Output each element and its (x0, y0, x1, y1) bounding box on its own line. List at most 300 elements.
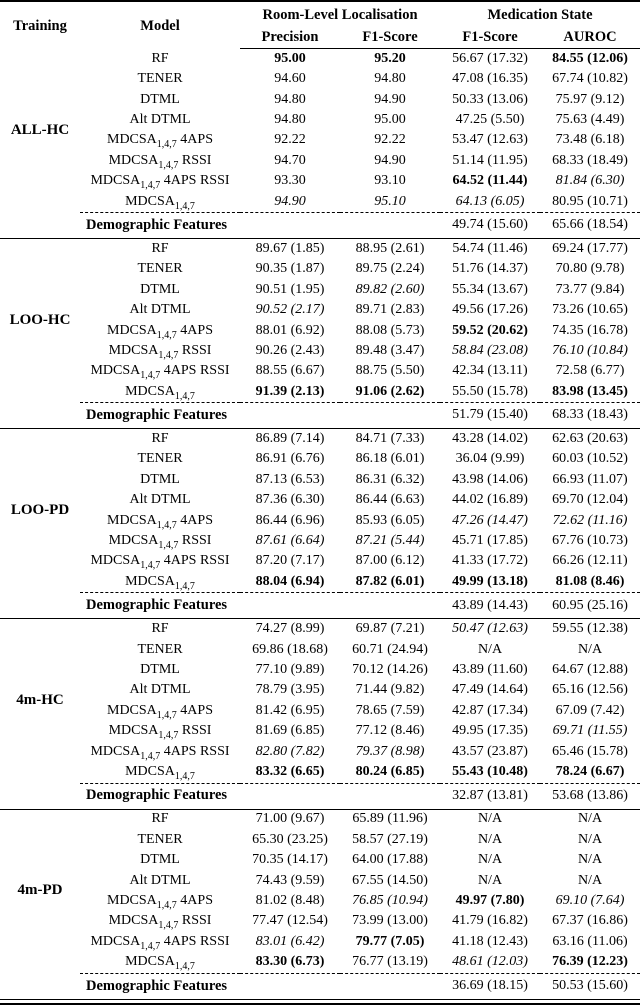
demographic-features-label: Demographic Features (80, 973, 440, 999)
auroc-value: 81.84 (6.30) (555, 173, 625, 189)
f1-room-value: 87.00 (6.12) (355, 553, 425, 569)
model-subscript: 1,4,7 (174, 390, 195, 402)
precision-value: 71.00 (9.67) (255, 811, 325, 827)
col-header-model: Model (140, 17, 180, 34)
demographic-row (0, 973, 640, 999)
precision-value: 74.27 (8.99) (255, 621, 325, 637)
auroc-value: 72.62 (11.16) (552, 512, 628, 528)
f1-med-value: 48.61 (12.03) (452, 954, 528, 970)
f1-med-value: 51.14 (11.95) (452, 152, 528, 168)
auroc-value: 69.24 (17.77) (552, 240, 628, 256)
model-name: $MDCSA_{1,4,7}$ 4APS RSSI (90, 743, 230, 762)
f1-med-value: 44.02 (16.89) (452, 492, 528, 508)
model-subscript: 1,4,7 (156, 139, 177, 151)
precision-value: 65.30 (23.25) (252, 831, 328, 847)
precision-value: 86.44 (6.96) (255, 512, 325, 528)
model-name: DTML (140, 662, 180, 677)
model-name: $MDCSA_{1,4,7}$ 4APS (107, 702, 213, 721)
auroc-value: 63.16 (11.06) (552, 933, 628, 949)
model-row (0, 531, 640, 551)
f1-med-value: 58.84 (23.08) (452, 342, 528, 358)
training-group-label: LOO-HC (9, 312, 71, 329)
model-name: $MDCSA_{1,4,7}$ (125, 383, 195, 402)
f1-med-value: 53.47 (12.63) (452, 132, 528, 148)
model-name: $MDCSA_{1,4,7}$ 4APS RSSI (90, 363, 230, 382)
auroc-value: 74.35 (16.78) (552, 322, 628, 338)
f1-room-value: 88.95 (2.61) (355, 240, 425, 256)
f1-room-value: 87.21 (5.44) (355, 533, 425, 549)
model-name: $MDCSA_{1,4,7}$ RSSI (108, 342, 212, 361)
model-row (0, 470, 640, 490)
model-name: DTML (140, 471, 180, 487)
f1-room-value: 89.82 (2.60) (355, 281, 425, 297)
f1-med-value: 64.52 (11.44) (452, 173, 528, 189)
auroc-value: 67.37 (16.86) (552, 913, 628, 929)
auroc-value: N/A (577, 811, 603, 827)
auroc-value: N/A (577, 641, 603, 657)
f1-med-value: 55.43 (10.48) (452, 763, 528, 779)
model-subscript: 1,4,7 (140, 370, 161, 382)
model-subscript: 1,4,7 (140, 750, 161, 762)
f1-med-value: 49.97 (7.80) (455, 892, 525, 908)
empty-cell (0, 403, 80, 429)
f1-med-value: 55.34 (13.67) (452, 281, 528, 297)
precision-value: 94.60 (274, 71, 306, 87)
f1-room-value: 70.12 (14.26) (352, 662, 428, 677)
empty-cell (0, 213, 80, 239)
f1-med-value: 43.28 (14.02) (452, 431, 528, 447)
model-name: DTML (140, 281, 180, 297)
model-subscript: 1,4,7 (158, 159, 179, 171)
f1-med-value: 43.57 (23.87) (452, 743, 528, 759)
auroc-value: 65.16 (12.56) (552, 682, 628, 698)
model-row (0, 911, 640, 931)
col-group-room-level-localisation: Room-Level Localisation (262, 6, 418, 23)
model-name: TENER (137, 71, 183, 87)
table-header (0, 4, 640, 49)
model-row (0, 450, 640, 470)
empty-cell (0, 783, 80, 809)
f1-med-value: N/A (477, 872, 503, 888)
precision-value: 81.02 (8.48) (255, 892, 325, 908)
model-name: $MDCSA_{1,4,7}$ (125, 954, 195, 972)
model-name: TENER (137, 451, 183, 467)
f1-room-value: 80.24 (6.85) (355, 763, 425, 779)
f1-med-value: 50.33 (13.06) (452, 91, 528, 107)
f1-room-value: 95.00 (374, 112, 406, 128)
f1-med-value: 49.99 (13.18) (452, 573, 528, 589)
auroc-value: 70.80 (9.78) (555, 261, 625, 277)
f1-room-value: 92.22 (374, 132, 406, 148)
precision-value: 82.80 (7.82) (255, 743, 325, 759)
f1-room-value: 78.65 (7.59) (355, 702, 425, 718)
model-name: $MDCSA_{1,4,7}$ 4APS RSSI (90, 553, 230, 572)
model-row (0, 171, 640, 191)
model-row (0, 640, 640, 660)
auroc-value: 69.70 (12.04) (552, 492, 628, 508)
training-group-label: 4m-PD (17, 882, 63, 899)
precision-value: 88.01 (6.92) (255, 322, 325, 338)
model-row (0, 809, 640, 830)
f1-med-value: 56.67 (17.32) (452, 50, 528, 66)
demographic-row (0, 403, 640, 429)
model-row (0, 572, 640, 593)
model-name: DTML (140, 852, 180, 868)
auroc-value: N/A (577, 872, 603, 888)
model-name: $MDCSA_{1,4,7}$ RSSI (108, 913, 212, 932)
auroc-value: 76.39 (12.23) (552, 954, 628, 970)
table-body (0, 49, 640, 1000)
training-group-label: LOO-PD (10, 502, 70, 519)
model-subscript: 1,4,7 (156, 329, 177, 341)
f1-med-value: 41.79 (16.82) (452, 913, 528, 929)
model-name: $MDCSA_{1,4,7}$ 4APS RSSI (90, 933, 230, 952)
auroc-value: N/A (577, 831, 603, 847)
empty-cell (0, 593, 80, 619)
f1-med-value: 55.50 (15.78) (452, 383, 528, 399)
f1-room-value: 69.87 (7.21) (355, 621, 425, 637)
precision-value: 86.89 (7.14) (255, 431, 325, 447)
demographic-row (0, 213, 640, 239)
model-row (0, 110, 640, 130)
model-row (0, 151, 640, 171)
model-row (0, 280, 640, 300)
auroc-value: 64.67 (12.88) (552, 662, 628, 677)
f1-med-value: N/A (477, 831, 503, 847)
f1-med-value: 41.33 (17.72) (452, 553, 528, 569)
f1-med-value: 47.25 (5.50) (455, 112, 525, 128)
model-row (0, 871, 640, 891)
col-header-f1-med: F1-Score (440, 26, 540, 49)
f1-room-value: 79.77 (7.05) (355, 933, 425, 949)
precision-value: 81.42 (6.95) (255, 702, 325, 718)
model-subscript: 1,4,7 (140, 179, 161, 191)
model-row (0, 429, 640, 450)
precision-value: 94.80 (274, 91, 306, 107)
f1-med-value: 43.89 (11.60) (452, 662, 528, 677)
model-name: RF (151, 240, 169, 256)
model-subscript: 1,4,7 (140, 940, 161, 952)
auroc-value: 53.68 (13.86) (540, 783, 640, 809)
precision-value: 77.10 (9.89) (255, 662, 325, 677)
model-name: Alt DTML (129, 112, 191, 128)
auroc-value: 67.09 (7.42) (555, 702, 625, 718)
auroc-value: 66.26 (12.11) (552, 553, 628, 569)
precision-value: 74.43 (9.59) (255, 872, 325, 888)
precision-value: 94.90 (274, 193, 306, 209)
model-row (0, 619, 640, 640)
model-subscript: 1,4,7 (174, 770, 195, 782)
precision-value: 88.55 (6.67) (255, 363, 325, 379)
auroc-value: 80.95 (10.71) (552, 193, 628, 209)
f1-med-value: 50.47 (12.63) (452, 621, 528, 637)
model-row (0, 321, 640, 341)
auroc-value: 60.03 (10.52) (552, 451, 628, 467)
model-subscript: 1,4,7 (140, 560, 161, 572)
model-row (0, 952, 640, 973)
precision-value: 69.86 (18.68) (252, 641, 328, 657)
f1-room-value: 86.44 (6.63) (355, 492, 425, 508)
f1-med-value: 64.13 (6.05) (455, 193, 525, 209)
f1-room-value: 94.90 (374, 152, 406, 168)
model-row (0, 932, 640, 952)
f1-med-value: 49.74 (15.60) (440, 213, 540, 239)
precision-value: 87.61 (6.64) (255, 533, 325, 549)
model-row (0, 681, 640, 701)
f1-med-value: 42.87 (17.34) (452, 702, 528, 718)
precision-value: 83.30 (6.73) (255, 954, 325, 970)
model-name: Alt DTML (129, 492, 191, 508)
model-row (0, 490, 640, 510)
model-subscript: 1,4,7 (156, 519, 177, 531)
precision-value: 90.51 (1.95) (255, 281, 325, 297)
model-subscript: 1,4,7 (158, 349, 179, 361)
model-row (0, 260, 640, 280)
model-name: $MDCSA_{1,4,7}$ 4APS RSSI (90, 173, 230, 191)
precision-value: 93.30 (274, 173, 306, 189)
f1-room-value: 91.06 (2.62) (355, 383, 425, 399)
model-name: $MDCSA_{1,4,7}$ RSSI (108, 723, 212, 741)
model-name: $MDCSA_{1,4,7}$ (125, 573, 195, 592)
auroc-value: 76.10 (10.84) (552, 342, 628, 358)
auroc-value: 59.55 (12.38) (552, 621, 628, 637)
model-name: $MDCSA_{1,4,7}$ 4APS (107, 512, 213, 531)
precision-value: 95.00 (274, 50, 306, 66)
auroc-value: 78.24 (6.67) (555, 763, 625, 779)
f1-room-value: 89.75 (2.24) (355, 261, 425, 277)
model-name: $MDCSA_{1,4,7}$ RSSI (108, 533, 212, 551)
f1-med-value: 47.26 (14.47) (452, 512, 528, 528)
f1-med-value: 47.08 (16.35) (452, 71, 528, 87)
col-header-f1-room: F1-Score (340, 26, 440, 49)
auroc-value: 50.53 (15.60) (540, 973, 640, 999)
f1-room-value: 94.90 (374, 91, 406, 107)
model-row (0, 742, 640, 762)
f1-room-value: 88.75 (5.50) (355, 363, 425, 379)
col-header-precision: Precision (240, 26, 340, 49)
auroc-value: 75.97 (9.12) (555, 91, 625, 107)
model-row (0, 69, 640, 89)
col-group-medication-state: Medication State (487, 6, 593, 23)
auroc-value: 67.76 (10.73) (552, 533, 628, 549)
f1-room-value: 95.20 (374, 50, 406, 66)
precision-value: 77.47 (12.54) (252, 913, 328, 929)
f1-med-value: 59.52 (20.62) (452, 322, 528, 338)
precision-value: 90.26 (2.43) (255, 342, 325, 358)
f1-med-value: 47.49 (14.64) (452, 682, 528, 698)
auroc-value: 66.93 (11.07) (552, 471, 628, 487)
auroc-value: 69.71 (11.55) (552, 723, 628, 739)
model-row (0, 341, 640, 361)
precision-value: 78.79 (3.95) (255, 682, 325, 698)
precision-value: 86.91 (6.76) (255, 451, 325, 467)
auroc-value: 83.98 (13.45) (552, 383, 628, 399)
auroc-value: 62.63 (20.63) (552, 431, 628, 447)
model-row (0, 382, 640, 403)
auroc-value: 73.48 (6.18) (555, 132, 625, 148)
demographic-features-label: Demographic Features (80, 213, 440, 239)
demographic-features-label: Demographic Features (80, 403, 440, 429)
model-subscript: 1,4,7 (174, 200, 195, 212)
f1-room-value: 71.44 (9.82) (355, 682, 425, 698)
auroc-value: 73.77 (9.84) (555, 281, 625, 297)
model-name: RF (151, 50, 169, 66)
empty-cell (0, 973, 80, 999)
col-header-auroc: AUROC (540, 26, 640, 49)
f1-med-value: 49.56 (17.26) (452, 302, 528, 318)
model-row (0, 701, 640, 721)
f1-med-value: N/A (477, 641, 503, 657)
precision-value: 87.20 (7.17) (255, 553, 325, 569)
f1-med-value: 42.34 (13.11) (452, 363, 528, 379)
f1-med-value: 41.18 (12.43) (452, 933, 528, 949)
f1-med-value: N/A (477, 852, 503, 868)
model-name: TENER (137, 641, 183, 657)
results-table (0, 4, 640, 1000)
model-name: $MDCSA_{1,4,7}$ (125, 763, 195, 782)
auroc-value: 84.55 (12.06) (552, 50, 628, 66)
demographic-row (0, 783, 640, 809)
model-subscript: 1,4,7 (158, 539, 179, 551)
auroc-value: 67.74 (10.82) (552, 71, 628, 87)
f1-room-value: 76.85 (10.94) (352, 892, 428, 908)
precision-value: 90.35 (1.87) (255, 261, 325, 277)
model-row (0, 660, 640, 680)
model-name: TENER (137, 261, 183, 277)
precision-value: 90.52 (2.17) (255, 302, 325, 318)
model-row (0, 762, 640, 783)
col-header-training: Training (13, 17, 67, 34)
model-subscript: 1,4,7 (156, 899, 177, 911)
auroc-value: 73.26 (10.65) (552, 302, 628, 318)
f1-med-value: 49.95 (17.35) (452, 723, 528, 739)
demographic-row (0, 593, 640, 619)
auroc-value: 60.95 (25.16) (540, 593, 640, 619)
f1-med-value: 43.89 (14.43) (440, 593, 540, 619)
model-row (0, 90, 640, 110)
f1-room-value: 86.31 (6.32) (355, 471, 425, 487)
f1-room-value: 77.12 (8.46) (355, 723, 425, 739)
f1-room-value: 85.93 (6.05) (355, 512, 425, 528)
auroc-value: 72.58 (6.77) (555, 363, 625, 379)
f1-room-value: 64.00 (17.88) (352, 852, 428, 868)
f1-med-value: 32.87 (13.81) (440, 783, 540, 809)
model-row (0, 511, 640, 531)
model-name: RF (151, 431, 169, 447)
auroc-value: 75.63 (4.49) (555, 112, 625, 128)
precision-value: 92.22 (274, 132, 306, 148)
auroc-value: 65.66 (18.54) (540, 213, 640, 239)
precision-value: 94.80 (274, 112, 306, 128)
f1-room-value: 73.99 (13.00) (352, 913, 428, 929)
f1-room-value: 58.57 (27.19) (352, 831, 428, 847)
model-row (0, 830, 640, 850)
f1-room-value: 94.80 (374, 71, 406, 87)
f1-med-value: N/A (477, 811, 503, 827)
auroc-value: 69.10 (7.64) (555, 892, 625, 908)
f1-room-value: 79.37 (8.98) (355, 743, 425, 759)
model-subscript: 1,4,7 (158, 920, 179, 932)
model-row (0, 361, 640, 381)
precision-value: 89.67 (1.85) (255, 240, 325, 256)
model-name: DTML (140, 91, 180, 107)
f1-room-value: 87.82 (6.01) (355, 573, 425, 589)
model-name: $MDCSA_{1,4,7}$ 4APS (107, 322, 213, 341)
f1-med-value: 54.74 (11.46) (452, 240, 528, 256)
precision-value: 87.36 (6.30) (255, 492, 325, 508)
precision-value: 83.01 (6.42) (255, 933, 325, 949)
demographic-features-label: Demographic Features (80, 783, 440, 809)
precision-value: 83.32 (6.65) (255, 763, 325, 779)
model-row (0, 49, 640, 70)
f1-room-value: 95.10 (374, 193, 406, 209)
model-row (0, 192, 640, 213)
precision-value: 94.70 (274, 152, 306, 168)
model-name: $MDCSA_{1,4,7}$ 4APS (107, 132, 213, 151)
precision-value: 88.04 (6.94) (255, 573, 325, 589)
f1-room-value: 84.71 (7.33) (355, 431, 425, 447)
auroc-value: N/A (577, 852, 603, 868)
model-name: $MDCSA_{1,4,7}$ RSSI (108, 152, 212, 171)
f1-room-value: 89.48 (3.47) (355, 342, 425, 358)
model-subscript: 1,4,7 (174, 580, 195, 592)
demographic-features-label: Demographic Features (80, 593, 440, 619)
model-name: RF (151, 621, 169, 637)
f1-med-value: 51.79 (15.40) (440, 403, 540, 429)
precision-value: 91.39 (2.13) (255, 383, 325, 399)
precision-value: 70.35 (14.17) (252, 852, 328, 868)
f1-med-value: 51.76 (14.37) (452, 261, 528, 277)
model-name: TENER (137, 831, 183, 847)
f1-med-value: 36.69 (18.15) (440, 973, 540, 999)
model-name: $MDCSA_{1,4,7}$ 4APS (107, 892, 213, 911)
model-row (0, 131, 640, 151)
f1-room-value: 67.55 (14.50) (352, 872, 428, 888)
f1-room-value: 93.10 (374, 173, 406, 189)
model-row (0, 300, 640, 320)
model-subscript: 1,4,7 (156, 709, 177, 721)
model-name: Alt DTML (129, 682, 191, 698)
f1-room-value: 76.77 (13.19) (352, 954, 428, 970)
model-row (0, 552, 640, 572)
model-name: $MDCSA_{1,4,7}$ (125, 193, 195, 212)
precision-value: 81.69 (6.85) (255, 723, 325, 739)
model-name: RF (151, 811, 169, 827)
model-row (0, 850, 640, 870)
training-group-label: 4m-HC (16, 692, 64, 709)
model-name: Alt DTML (129, 302, 191, 318)
f1-room-value: 88.08 (5.73) (355, 322, 425, 338)
f1-med-value: 36.04 (9.99) (455, 451, 525, 467)
f1-med-value: 43.98 (14.06) (452, 471, 528, 487)
f1-room-value: 89.71 (2.83) (355, 302, 425, 318)
model-row (0, 891, 640, 911)
f1-room-value: 65.89 (11.96) (352, 811, 428, 827)
auroc-value: 65.46 (15.78) (552, 743, 628, 759)
model-row (0, 721, 640, 741)
f1-room-value: 86.18 (6.01) (355, 451, 425, 467)
auroc-value: 68.33 (18.43) (540, 403, 640, 429)
precision-value: 87.13 (6.53) (255, 471, 325, 487)
auroc-value: 68.33 (18.49) (552, 152, 628, 168)
model-subscript: 1,4,7 (158, 729, 179, 741)
training-group-label: ALL-HC (10, 121, 70, 138)
model-subscript: 1,4,7 (174, 960, 195, 972)
f1-med-value: 45.71 (17.85) (452, 533, 528, 549)
model-row (0, 239, 640, 260)
auroc-value: 81.08 (8.46) (555, 573, 625, 589)
model-name: Alt DTML (129, 872, 191, 888)
